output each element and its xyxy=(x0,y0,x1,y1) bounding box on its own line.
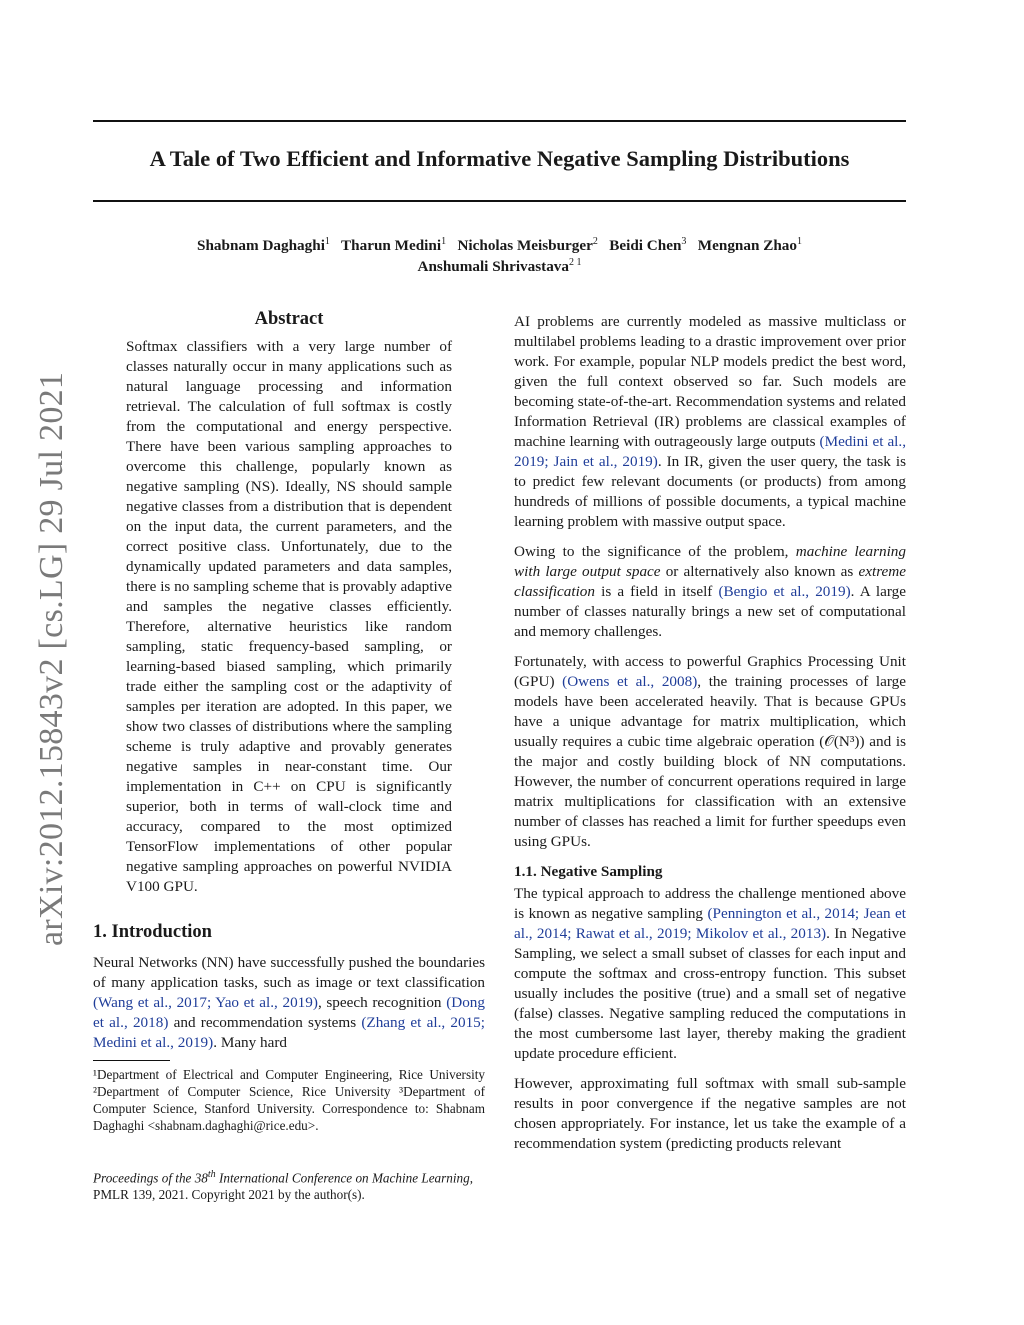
author: Anshumali Shrivastava xyxy=(417,258,569,276)
text-run: , PMLR 139, 2021. Copyright 2021 by the author(s). xyxy=(93,1170,474,1203)
citation-link[interactable]: (Owens et al., 2008) xyxy=(562,673,698,690)
text-run: Proceedings of the xyxy=(93,1170,195,1186)
text-run: machine learning with large output space xyxy=(514,543,906,580)
text-run: 38 xyxy=(194,1170,208,1186)
author: Beidi Chen xyxy=(609,237,682,255)
text-run: . A large number of classes naturally brings a new set of computational and memory challenges. xyxy=(514,583,906,640)
citation-link[interactable]: (Bengio et al., 2019) xyxy=(718,583,851,600)
abstract-heading: Abstract xyxy=(254,309,324,329)
text-run: extreme classification xyxy=(514,563,906,600)
citation-link[interactable]: (Pennington et al., 2014; Jean et al., 2014; Rawat et al., 2019; Mikolov et al., 2013) xyxy=(514,905,906,942)
introduction-heading: 1. Introduction xyxy=(93,922,212,942)
citation-link[interactable]: (Medini et al., 2019; Jain et al., 2019) xyxy=(514,433,906,470)
abstract-body: Softmax classifiers with a very large number of classes naturally occur in many applications such as natural language processing and information retrieval. The calculation of full softmax is costly from the computational and energy perspective. There have been various sampling approaches to overcome this challenge, popularly known as negative sampling (NS). Ideally, NS should sample negative classes from a distribution that is dependent on the input data, the current parameters, and the correct positive class. Unfortunately, due to the dynamically updated parameters and data samples, there is no sampling scheme that is provably adaptive and samples the negative classes efficiently. Therefore, alternative heuristics like random sampling, static frequency-based sampling, or learning-based biased sampling, which primarily trade either the sampling cost or the adaptivity of samples per iteration are adopted. In this paper, we show two classes of distributions where the sampling scheme is truly adaptive and provably generates negative samples in near-constant time. Our implementation in C++ on CPU is significantly superior, both in terms of wall-clock time and accuracy, compared to the most optimized TensorFlow implementations of other popular negative sampling approaches on powerful NVIDIA V100 GPU. xyxy=(126,338,452,895)
author-affiliation: 1 xyxy=(796,236,802,247)
text-run: . Many hard xyxy=(213,1034,288,1051)
paragraph: However, approximating full softmax with small sub-sample results in poor convergence if the negative samples are not chosen appropriately. For instance, let us take the example of a recommendation system (predicting products relevant xyxy=(514,1075,906,1152)
text-run: is a field in itself xyxy=(595,583,719,600)
citation-link[interactable]: (Dong et al., 2018) xyxy=(93,994,485,1031)
paragraph xyxy=(514,884,906,1064)
affiliation-footnote: ¹Department of Electrical and Computer Engineering, Rice University ²Department of Computer Science, Rice University ³Department of Computer Science, Stanford University. Correspondence to: Shabnam Daghaghi <shabnam.daghaghi@rice.edu>. xyxy=(93,1067,485,1133)
text-run: , speech recognition xyxy=(317,994,447,1011)
citation-link[interactable]: (Wang et al., 2017; Yao et al., 2019) xyxy=(93,994,318,1011)
text-run: ) and is the major and costly building block of NN computations. However, the number of concurrent operations required in large matrix multiplications for classification with an extensive number of classes has reached a limit for further speedups even using GPUs. xyxy=(514,733,906,850)
text-run: . In IR, given the user query, the task is to predict few relevant documents (or products) from among hundreds of millions of possible documents, a typical machine learning problem with massive output space. xyxy=(514,453,906,530)
arxiv-watermark: arXiv:2012.15843v2 [cs.LG] 29 Jul 2021 xyxy=(33,371,70,946)
paragraph xyxy=(514,542,906,642)
introduction-paragraph xyxy=(93,953,485,1053)
author-affiliation: 3 xyxy=(681,236,687,247)
author-affiliation: 1 xyxy=(324,236,330,247)
text-run: and recommendation systems xyxy=(168,1014,362,1031)
text-run: . In Negative Sampling, we select a small subset of classes for each input and compute the softmax and cross-entropy function. This subset usually includes the positive (true) and a small set of negative (false) classes. Negative sampling reduced the computations in the most cumbersome last layer, thereby making the gradient update procedure efficient. xyxy=(514,925,907,1062)
text-run: Neural Networks (NN) have successfully pushed the boundaries of many application tasks, such as image or text classification xyxy=(93,954,485,991)
author: Nicholas Meisburger xyxy=(457,237,593,255)
paragraph xyxy=(514,652,906,852)
text-run: th xyxy=(207,1169,216,1180)
citation-link[interactable]: (Zhang et al., 2015; Medini et al., 2019) xyxy=(93,1014,485,1051)
title-bottom-rule xyxy=(93,200,906,202)
author-line-2 xyxy=(93,257,906,276)
right-column xyxy=(514,312,906,1164)
proceedings-note xyxy=(93,1166,485,1203)
text-run: , the training processes of large models have been accelerated heavily. That is because GPUs have a unique advantage for matrix multiplication, which usually requires a cubic time algebraic operation ( xyxy=(514,673,906,750)
text-run: or alternatively also known as xyxy=(660,563,859,580)
text-run: Fortunately, with access to powerful Graphics Processing Unit (GPU) xyxy=(514,653,906,690)
title-top-rule xyxy=(93,120,906,122)
author-affiliation: 1 xyxy=(441,236,447,247)
author: Shabnam Daghaghi xyxy=(197,237,325,255)
paper-title: A Tale of Two Efficient and Informative Negative Sampling Distributions xyxy=(149,146,850,171)
paragraph xyxy=(514,312,906,532)
text-run: Owing to the significance of the problem, xyxy=(514,543,796,560)
author-line-1 xyxy=(93,236,906,255)
math-expression: 𝒪(N³) xyxy=(824,733,860,750)
subsection-heading: 1.1. Negative Sampling xyxy=(514,863,663,880)
footnote-rule xyxy=(93,1060,170,1061)
text-run: The typical approach to address the challenge mentioned above is known as negative sampling xyxy=(514,885,906,922)
author: Mengnan Zhao xyxy=(697,237,797,255)
author: Tharun Medini xyxy=(341,237,442,255)
text-run: AI problems are currently modeled as massive multiclass or multilabel problems leading to a drastic improvement over prior work. For example, popular NLP models predict the best word, given the full context observed so far. Such models are becoming state-of-the-art. Recommendation systems and related Information Retrieval (IR) problems are classical examples of machine learning with outrageously large outputs xyxy=(514,313,906,450)
author-affiliation: 2 1 xyxy=(569,257,582,268)
text-run: International Conference on Machine Learning xyxy=(215,1170,470,1186)
author-affiliation: 2 xyxy=(592,236,598,247)
